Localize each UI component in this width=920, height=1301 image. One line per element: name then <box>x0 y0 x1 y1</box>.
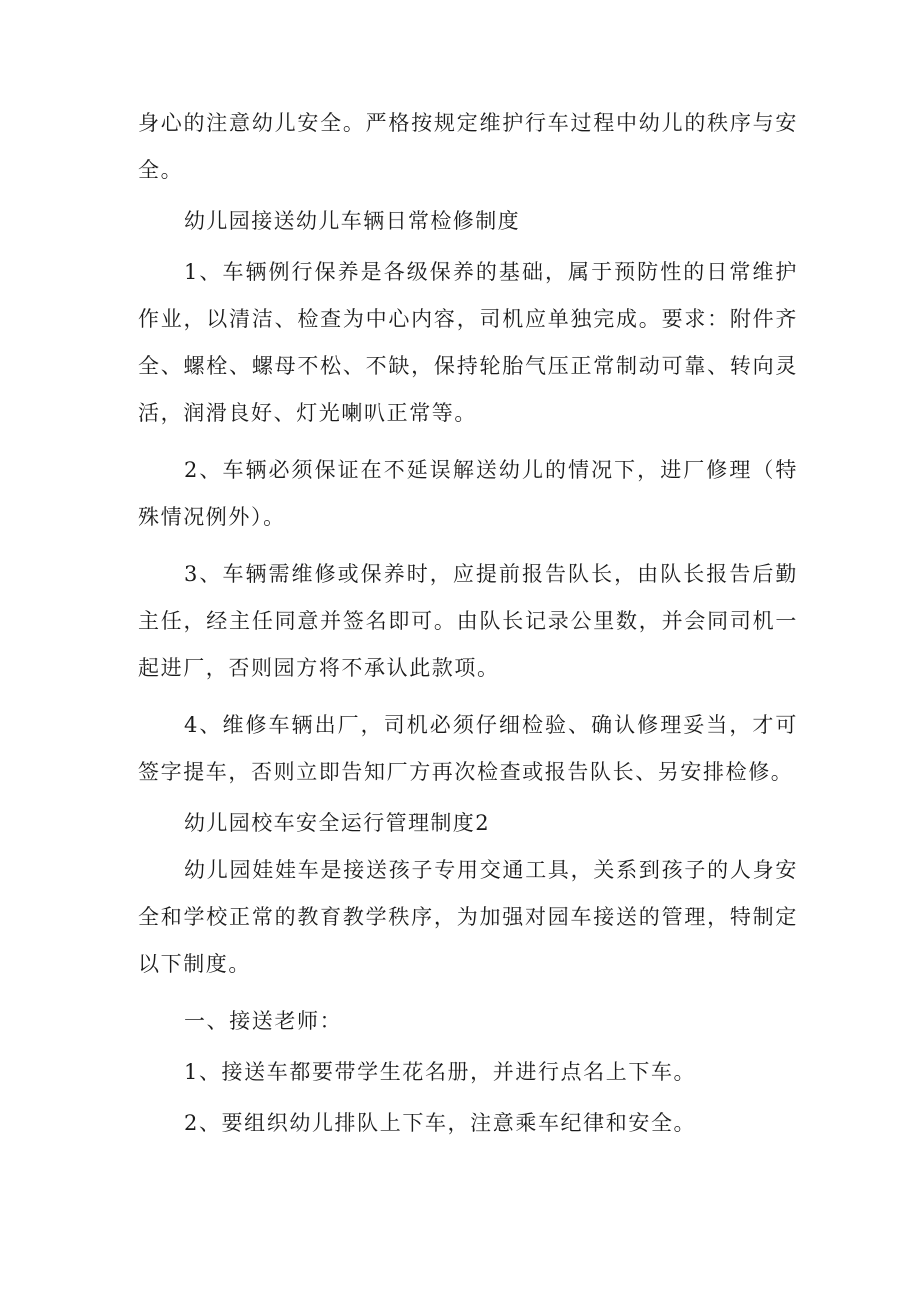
paragraph-rule-2: 2、车辆必须保证在不延误解送幼儿的情况下，进厂修理（特殊情况例外）。 <box>138 458 798 529</box>
paragraph-rule-3: 3、车辆需维修或保养时，应提前报告队长，由队长报告后勤主任，经主任同意并签名即可。由队长记录公里数，并会同司机一起进厂，否则园方将不承认此款项。 <box>138 562 798 680</box>
paragraph-continuation: 身心的注意幼儿安全。严格按规定维护行车过程中幼儿的秩序与安全。 <box>138 111 798 182</box>
paragraph-subheading-teachers: 一、接送老师： <box>184 1009 343 1033</box>
paragraph-intro: 幼儿园娃娃车是接送孩子专用交通工具，关系到孩子的人身安全和学校正常的教育教学秩序，为加强对园车接送的管理，特制定以下制度。 <box>138 858 798 976</box>
document-body <box>138 100 798 1147</box>
paragraph-rule-1: 1、车辆例行保养是各级保养的基础，属于预防性的日常维护作业，以清洁、检查为中心内容，司机应单独完成。要求：附件齐全、螺栓、螺母不松、不缺，保持轮胎气压正常制动可靠、转向灵活，润滑良好、灯光喇叭正常等。 <box>138 260 798 425</box>
section-heading-maintenance: 幼儿园接送幼儿车辆日常检修制度 <box>184 209 520 233</box>
paragraph-teacher-rule-2: 2、要组织幼儿排队上下车，注意乘车纪律和安全。 <box>184 1111 697 1135</box>
paragraph-rule-4: 4、维修车辆出厂，司机必须仔细检验、确认修理妥当，才可签字提车，否则立即告知厂方再次检查或报告队长、另安排检修。 <box>138 713 798 784</box>
paragraph-teacher-rule-1: 1、接送车都要带学生花名册，并进行点名上下车。 <box>184 1060 697 1084</box>
section-heading-bus-safety: 幼儿园校车安全运行管理制度2 <box>184 811 490 835</box>
